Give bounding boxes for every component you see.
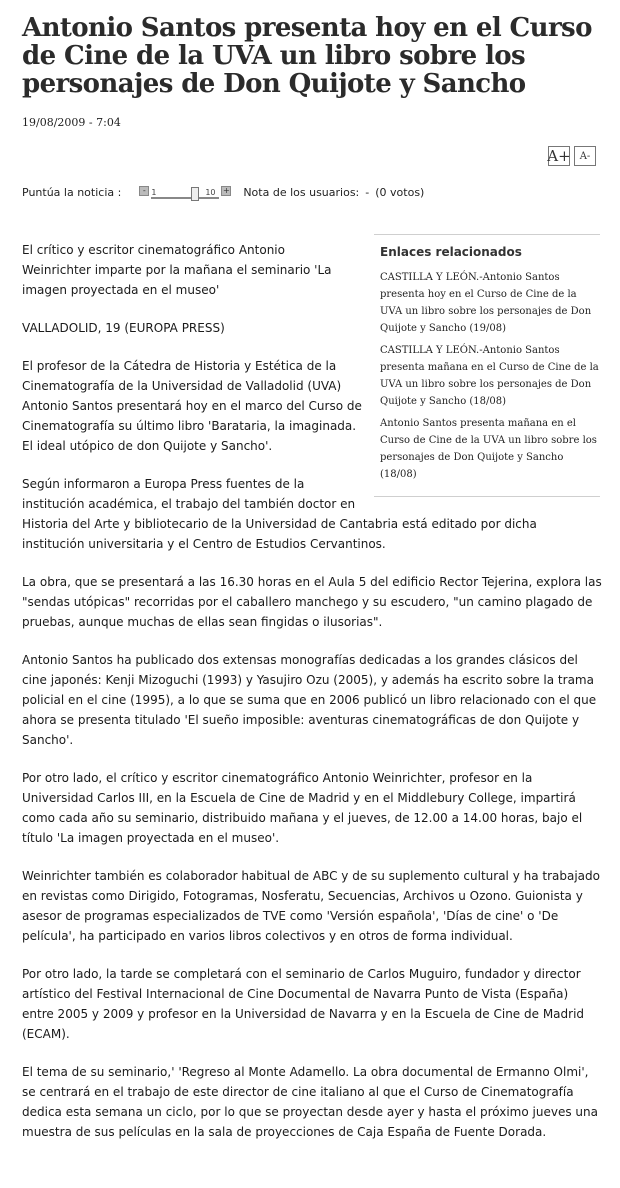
related-links-spacer <box>362 240 602 508</box>
article-body <box>22 240 602 1160</box>
article-paragraph: La obra, que se presentará a las 16.30 horas en el Aula 5 del edificio Rector Tejerina, explora las "sendas utópicas" recorridas por el caballero manchego y su escudero, "un camino plagado de pruebas, aunque muchas de ellas sean fingidas o ilusorias". <box>22 575 602 629</box>
font-increase-button[interactable]: A+ <box>547 147 571 165</box>
article-paragraph: Antonio Santos ha publicado dos extensas monografías dedicadas a los grandes clásicos del cine japonés: Kenji Mizoguchi (1993) y Yasujiro Ozu (2005), y además ha escrito sobre la trama policial en el cine (1995), a lo que se suma que en 2006 publicó un libro relacionado con el que ahora se presenta titulado 'El sueño imposible: aventuras cinematográficas de don Quijote y Sancho'. <box>22 653 597 747</box>
slider-handle[interactable] <box>191 187 199 201</box>
font-decrease-button[interactable]: A- <box>574 146 596 166</box>
article-paragraph: El tema de su seminario,' 'Regreso al Monte Adamello. La obra documental de Ermanno Olmi', se centrará en el trabajo de este director de cine italiano al que el Curso de Cinematografía dedica esta semana un ciclo, por lo que se proyectan desde ayer y hasta el próximo jueves una muestra de sus películas en la sala de proyecciones de Caja España de Fuente Dorada. <box>22 1065 598 1139</box>
article-paragraph: VALLADOLID, 19 (EUROPA PRESS) <box>22 321 225 335</box>
font-size-controls <box>548 146 596 166</box>
related-link[interactable]: Antonio Santos presenta mañana en el Curso de Cine de la UVA un libro sobre los personajes de Don Quijote y Sancho (18/08) <box>380 418 597 480</box>
article-date: 19/08/2009 - 7:04 <box>22 116 121 129</box>
related-link[interactable]: CASTILLA Y LEÓN.-Antonio Santos presenta hoy en el Curso de Cine de la UVA un libro sobre los personajes de Don Quijote y Sancho (19/08) <box>380 272 592 334</box>
plus-icon[interactable]: + <box>222 186 230 195</box>
article-paragraph: Weinrichter también es colaborador habitual de ABC y de su suplemento cultural y ha trabajado en revistas como Dirigido, Fotogramas, Nosferatu, Secuencias, Archivos u Ozono. Guionista y asesor de programas especializados de TVE como 'Versión española', 'Días de cine' o 'De película', ha participado en varios libros colectivos y en otros de forma individual. <box>22 869 600 943</box>
rating-bar <box>22 182 602 202</box>
related-link[interactable]: CASTILLA Y LEÓN.-Antonio Santos presenta mañana en el Curso de Cine de la UVA un libro sobre los personajes de Don Quijote y Sancho (18/08) <box>380 345 599 407</box>
article-paragraph: El profesor de la Cátedra de Historia y Estética de la Cinematografía de la Universidad de Valladolid (UVA) Antonio Santos presentará hoy en el marco del Curso de Cinematografía su último libro 'Barataria, la imaginada. El ideal utópico de don Quijote y Sancho'. <box>22 359 362 453</box>
article-paragraph: Por otro lado, la tarde se completará con el seminario de Carlos Muguiro, fundador y director artístico del Festival Internacional de Cine Documental de Navarra Punto de Vista (España) entre 2005 y 2009 y profesor en la Universidad de Navarra y en la Escuela de Cine de Madrid (ECAM). <box>22 967 585 1041</box>
rating-slider[interactable] <box>139 183 231 201</box>
vote-count: (0 votos) <box>375 185 425 199</box>
article-paragraph: Por otro lado, el crítico y escritor cinematográfico Antonio Weinrichter, profesor en la Universidad Carlos III, en la Escuela de Cine de Madrid y en el Middlebury College, impartirá como cada año su seminario, distribuido mañana y el jueves, de 12.00 a 14.00 horas, bajo el título 'La imagen proyectada en el museo'. <box>22 771 583 845</box>
rating-label: Puntúa la noticia : <box>22 185 122 199</box>
related-links-title: Enlaces relacionados <box>380 245 522 259</box>
slider-track[interactable] <box>151 197 219 199</box>
user-score-value: - <box>365 185 370 199</box>
article-subtitle: El crítico y escritor cinematográfico Antonio Weinrichter imparte por la mañana el seminario 'La imagen proyectada en el museo' <box>22 243 332 297</box>
minus-icon[interactable]: - <box>139 186 149 196</box>
article-headline: Antonio Santos presenta hoy en el Curso de Cine de la UVA un libro sobre los personajes de Don Quijote y Sancho <box>22 13 592 99</box>
rating-min-label: 1 <box>151 188 157 197</box>
article <box>22 13 602 1139</box>
article-paragraph: Según informaron a Europa Press fuentes de la institución académica, el trabajo del también doctor en Historia del Arte y bibliotecario de la Universidad de Cantabria está editado por dicha institución universitaria y el Centro de Estudios Cervantinos. <box>22 477 537 551</box>
user-score-label: Nota de los usuarios: <box>243 185 360 199</box>
rating-max-label: 10 <box>205 188 216 197</box>
